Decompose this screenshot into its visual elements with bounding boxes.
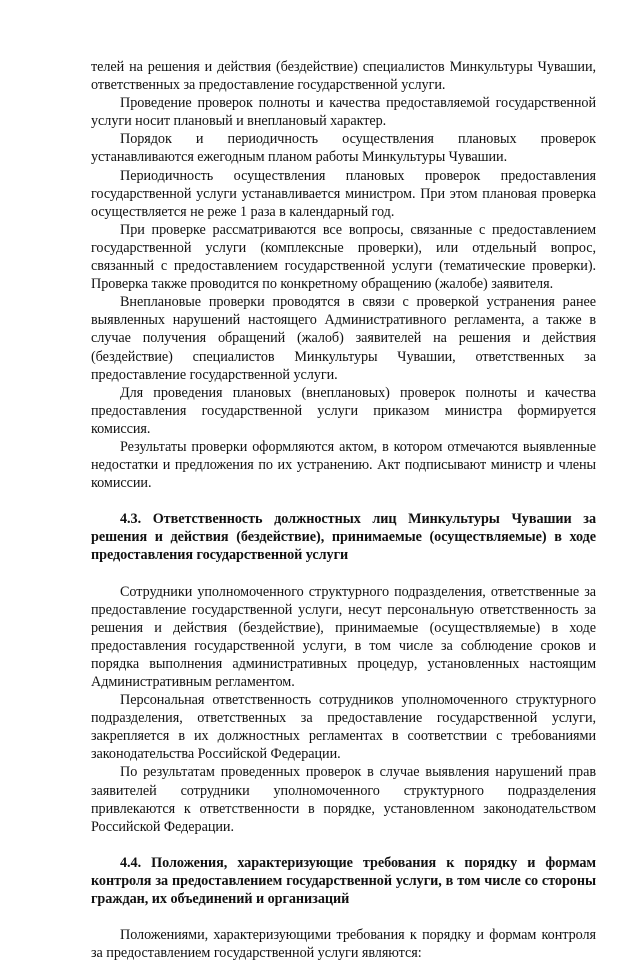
paragraph: Порядок и периодичность осуществления плановых проверок устанавливаются ежегодным планом работы Минкультуры Чувашии. (91, 131, 596, 166)
paragraph: При проверке рассматриваются все вопросы, связанные с предоставлением государственной услуги (комплексные проверки), или отдельный вопрос, связанный с предоставлением государственной услуги (тематические проверки). Проверка также проводится по конкретному обращению (жалобе) заявителя. (91, 221, 596, 293)
paragraph: По результатам проведенных проверок в случае выявления нарушений прав заявителей сотрудники уполномоченного структурного подразделения привлекаются к ответственности в порядке, установленном законодательством Российской Федерации. (91, 764, 596, 835)
paragraph: Периодичность осуществления плановых проверок предоставления государственной услуги устанавливается министром. При этом плановая проверка осуществляется не реже 1 раза в календарный год. (91, 167, 596, 220)
paragraph: Для проведения плановых (внеплановых) проверок полноты и качества предоставления государственной услуги приказом министра формируется комиссия. (91, 384, 596, 437)
spacer (91, 565, 596, 583)
document-page (91, 58, 596, 962)
paragraph: Положениями, характеризующими требования к порядку и формам контроля за предоставлением государственной услуги являются: (91, 927, 596, 962)
paragraph-continuation: телей на решения и действия (бездействие) специалистов Минкультуры Чувашии, ответственных за предоставление государственной услуги. (91, 59, 596, 94)
spacer (91, 492, 596, 510)
paragraph: Проведение проверок полноты и качества предоставляемой государственной услуги носит плановый и внеплановый характер. (91, 95, 596, 130)
paragraph: Внеплановые проверки проводятся в связи с проверкой устранения ранее выявленных нарушений настоящего Административного регламента, а также в случае получения обращений (жалоб) заявителей на решения и действия (бездействие) специалистов Минкультуры Чувашии, ответственных за предоставление государственной услуги. (91, 294, 596, 383)
paragraph: Персональная ответственность сотрудников уполномоченного структурного подразделения, ответственных за предоставление государственной услуги, закрепляется в их должностных регламентах в соответствии с требованиями законодательства Российской Федерации. (91, 692, 596, 763)
paragraph: Результаты проверки оформляются актом, в котором отмечаются выявленные недостатки и предложения по их устранению. Акт подписывают министр и члены комиссии. (91, 438, 596, 492)
spacer (91, 836, 596, 854)
section-heading-4-3: 4.3. Ответственность должностных лиц Минкультуры Чувашии за решения и действия (бездействие), принимаемые (осуществляемые) в ходе предоставления государственной услуги (91, 511, 596, 564)
paragraph: Сотрудники уполномоченного структурного подразделения, ответственные за предоставление государственной услуги, несут персональную ответственность за решения и действия (бездействие), принимаемые (осуществляемые) в ходе предоставления государственной услуги, в том числе за соблюдение сроков и порядка выполнения административных процедур, установленных настоящим Административным регламентом. (91, 583, 596, 690)
spacer (91, 908, 596, 926)
section-heading-4-4: 4.4. Положения, характеризующие требования к порядку и формам контроля за предоставлением государственной услуги, в том числе со стороны граждан, их объединений и организаций (91, 854, 596, 908)
